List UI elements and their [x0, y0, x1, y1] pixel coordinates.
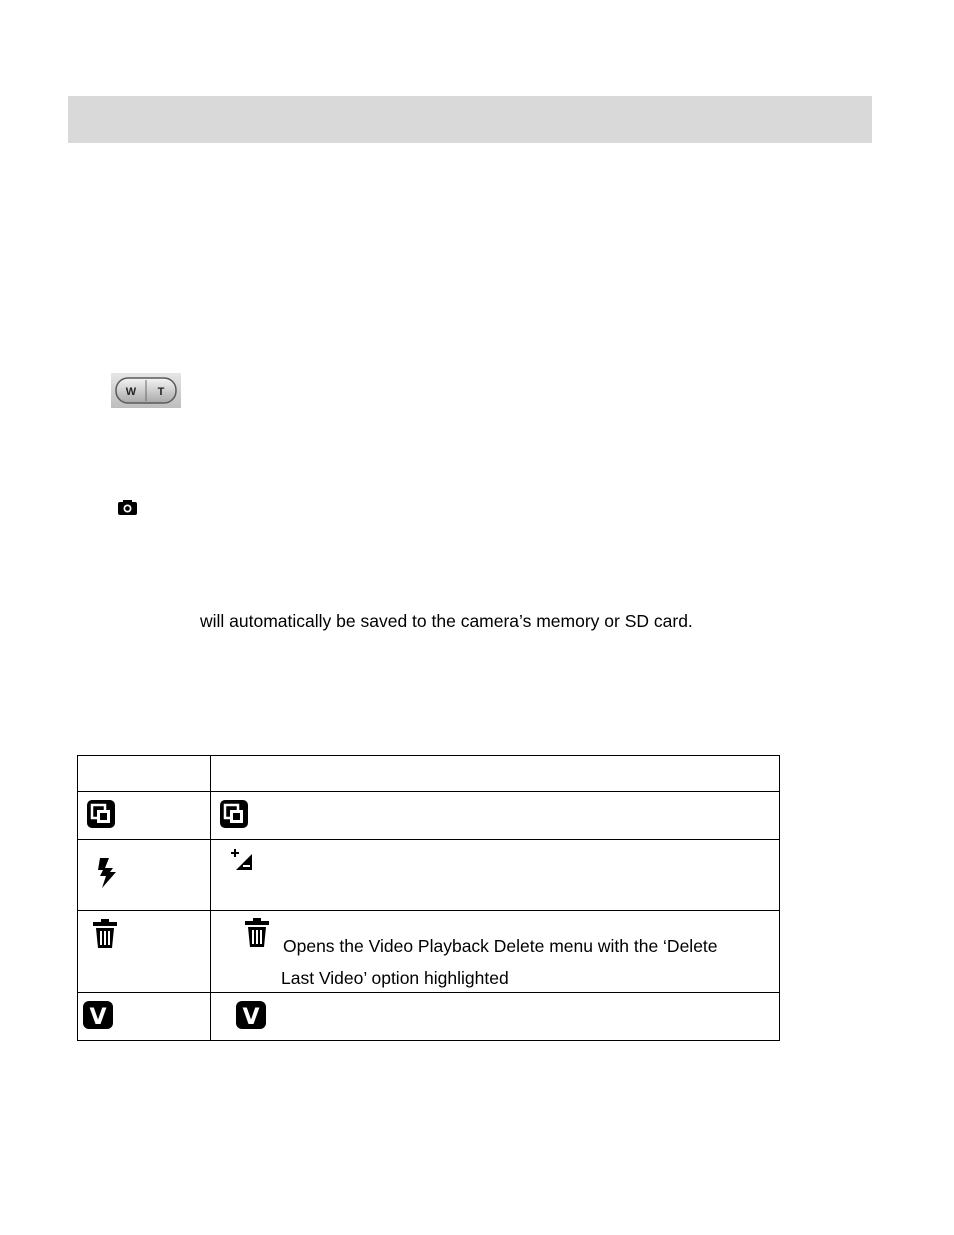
- button-function-table: [77, 755, 780, 1041]
- section-header-bar: [68, 96, 872, 143]
- zoom-tele-label: T: [157, 386, 165, 398]
- table-row: [78, 993, 780, 1041]
- table-row: [78, 840, 780, 911]
- function-cell: [211, 792, 780, 840]
- description-line: Last Video’ option highlighted: [281, 968, 509, 988]
- function-cell: [211, 911, 780, 993]
- button-cell: [78, 911, 211, 993]
- zoom-wide-label: W: [125, 386, 137, 398]
- svg-text:V: V: [242, 1005, 260, 1029]
- button-cell: [78, 840, 211, 911]
- flash-bolt-icon: [96, 858, 122, 888]
- button-cell: [78, 792, 211, 840]
- exposure-plus-minus-icon: [230, 848, 254, 872]
- save-note-text: will automatically be saved to the camera’s memory or SD card.: [200, 611, 693, 631]
- v-badge-icon: [83, 1001, 113, 1029]
- delete-description: [281, 930, 761, 994]
- overlapping-squares-icon: [87, 800, 115, 828]
- table-header-row: [78, 756, 780, 792]
- function-cell: [211, 993, 780, 1041]
- function-cell: [211, 840, 780, 911]
- description-line: Opens the Video Playback Delete menu with the ‘Delete: [283, 936, 718, 956]
- table-row: [78, 911, 780, 993]
- header-cell-function: [211, 756, 780, 792]
- overlapping-squares-icon: [220, 800, 248, 828]
- svg-text:V: V: [89, 1005, 107, 1029]
- v-badge-icon: [236, 1001, 266, 1029]
- table-row: [78, 792, 780, 840]
- wt-zoom-button-icon: [111, 373, 181, 408]
- trash-can-icon: [92, 919, 118, 949]
- button-cell: [78, 993, 211, 1041]
- header-cell-button: [78, 756, 211, 792]
- trash-can-icon: [244, 918, 270, 948]
- camera-icon: [117, 499, 138, 516]
